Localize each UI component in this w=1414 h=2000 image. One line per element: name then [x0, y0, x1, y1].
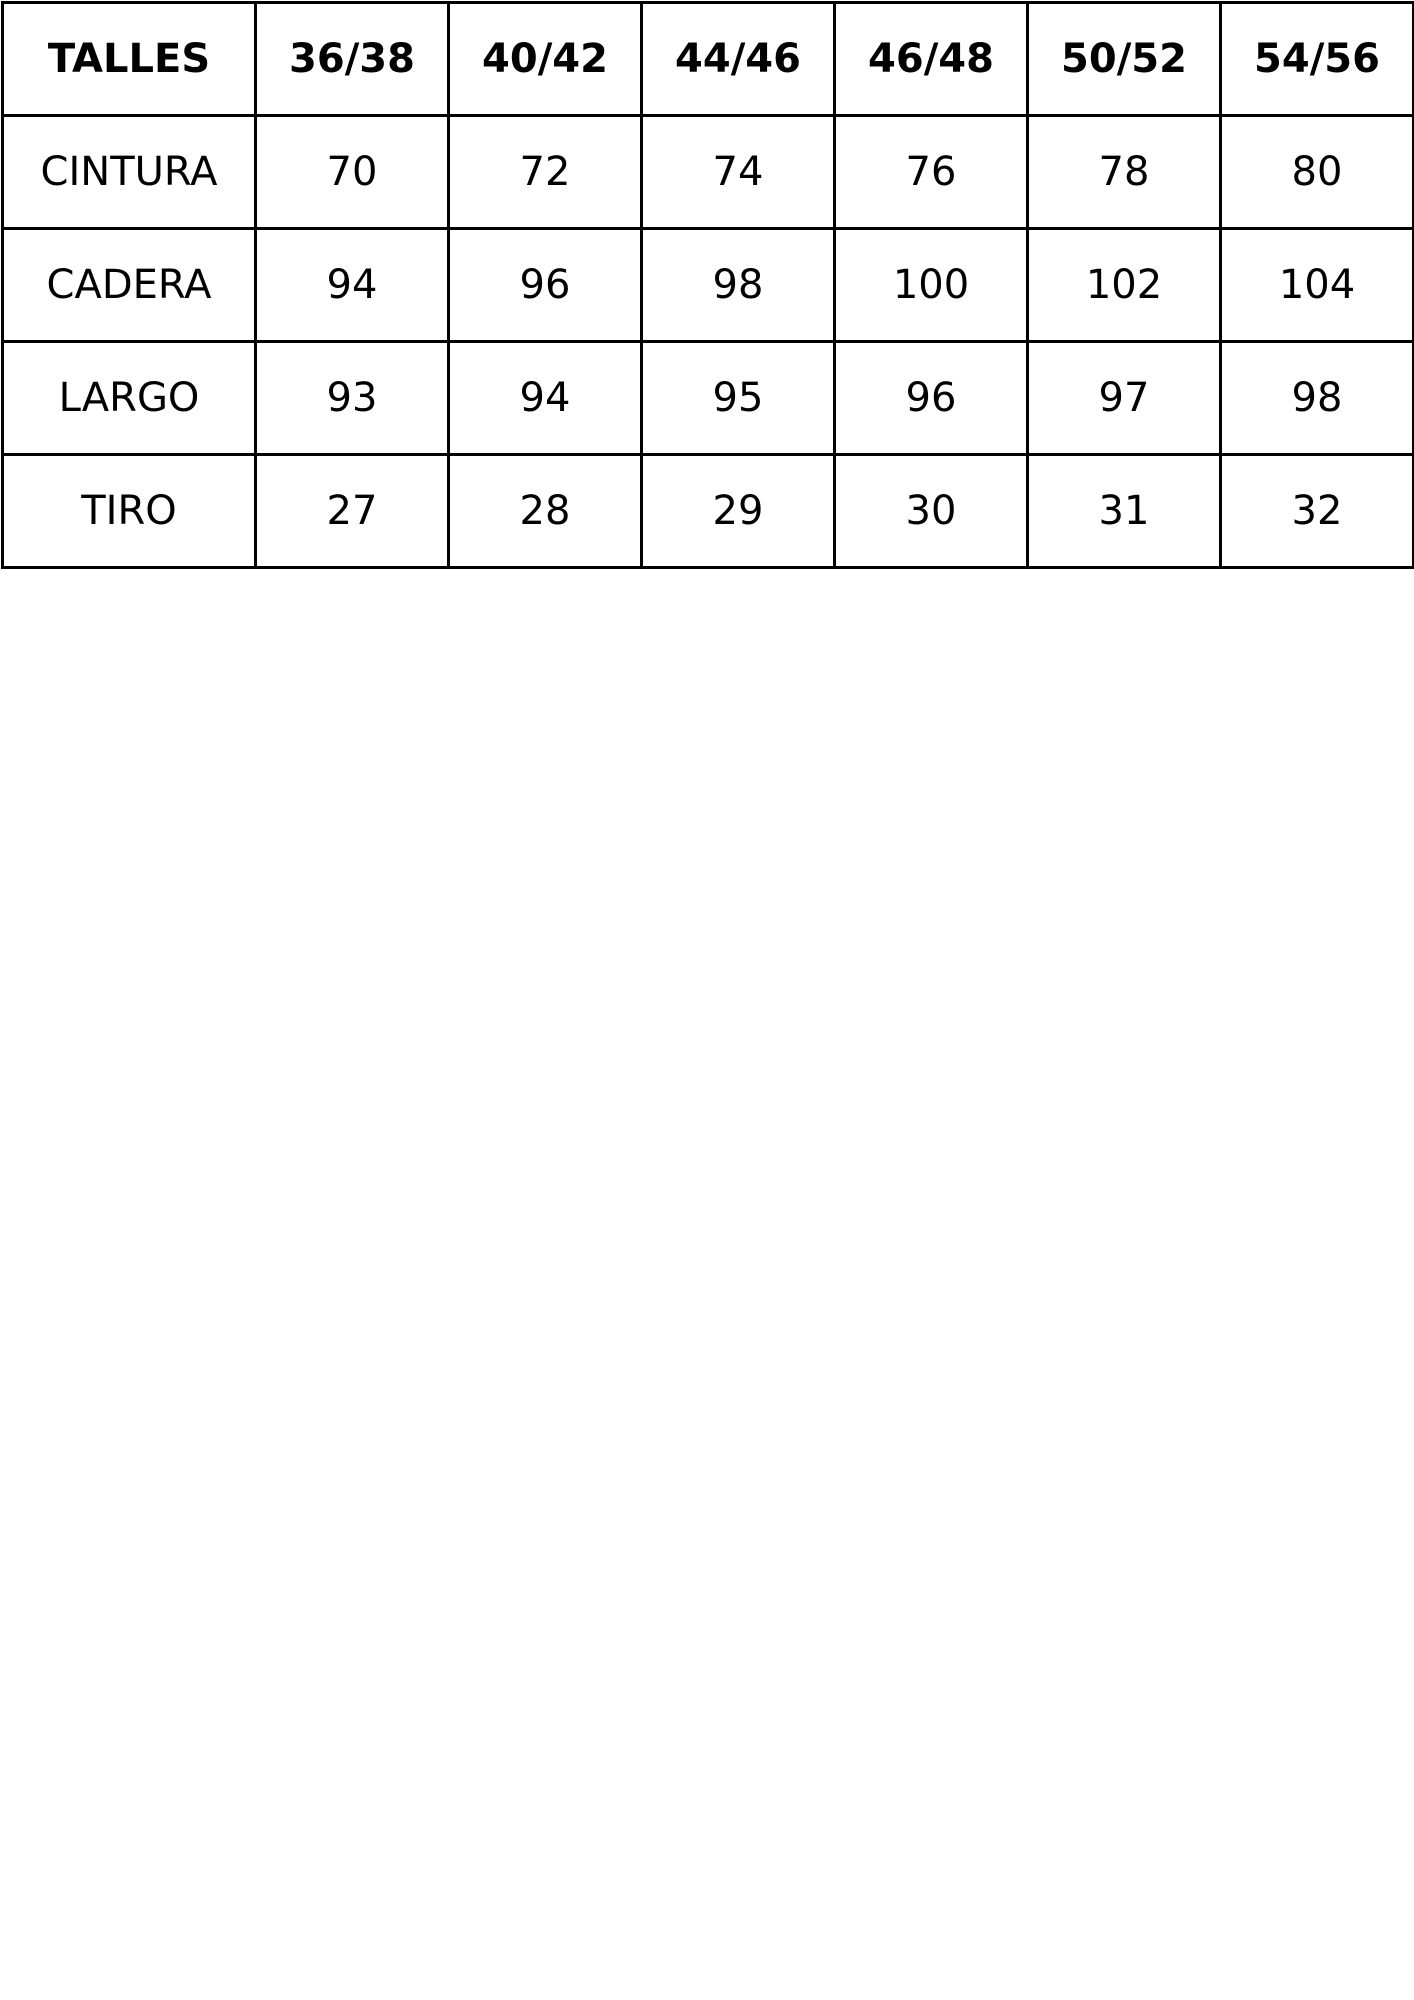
- table-cell: 95: [642, 342, 835, 455]
- table-cell: 27: [256, 455, 449, 568]
- table-cell: 93: [256, 342, 449, 455]
- size-header-cell: 46/48: [835, 3, 1028, 116]
- table-cell: 96: [449, 229, 642, 342]
- row-label-cell: LARGO: [3, 342, 256, 455]
- table-cell: 80: [1221, 116, 1414, 229]
- row-label-cell: CADERA: [3, 229, 256, 342]
- row-label-cell: CINTURA: [3, 116, 256, 229]
- table-cell: 29: [642, 455, 835, 568]
- table-cell: 32: [1221, 455, 1414, 568]
- table-cell: 98: [1221, 342, 1414, 455]
- size-header-cell: 40/42: [449, 3, 642, 116]
- table-cell: 72: [449, 116, 642, 229]
- table-cell: 94: [256, 229, 449, 342]
- table-cell: 30: [835, 455, 1028, 568]
- table-cell: 78: [1028, 116, 1221, 229]
- size-header-cell: 36/38: [256, 3, 449, 116]
- table-row-tiro: [3, 455, 1414, 568]
- header-label-cell: TALLES: [3, 3, 256, 116]
- table-row-cadera: [3, 229, 1414, 342]
- table-row-cintura: [3, 116, 1414, 229]
- table-cell: 100: [835, 229, 1028, 342]
- table-cell: 102: [1028, 229, 1221, 342]
- table-cell: 97: [1028, 342, 1221, 455]
- table-cell: 96: [835, 342, 1028, 455]
- table-row-largo: [3, 342, 1414, 455]
- table-cell: 98: [642, 229, 835, 342]
- header-row: [3, 3, 1414, 116]
- table-cell: 94: [449, 342, 642, 455]
- size-header-cell: 50/52: [1028, 3, 1221, 116]
- size-header-cell: 54/56: [1221, 3, 1414, 116]
- table-cell: 76: [835, 116, 1028, 229]
- table-cell: 28: [449, 455, 642, 568]
- table-cell: 31: [1028, 455, 1221, 568]
- table-cell: 104: [1221, 229, 1414, 342]
- table-cell: 70: [256, 116, 449, 229]
- table-cell: 74: [642, 116, 835, 229]
- size-chart-table: [1, 1, 1414, 569]
- row-label-cell: TIRO: [3, 455, 256, 568]
- size-header-cell: 44/46: [642, 3, 835, 116]
